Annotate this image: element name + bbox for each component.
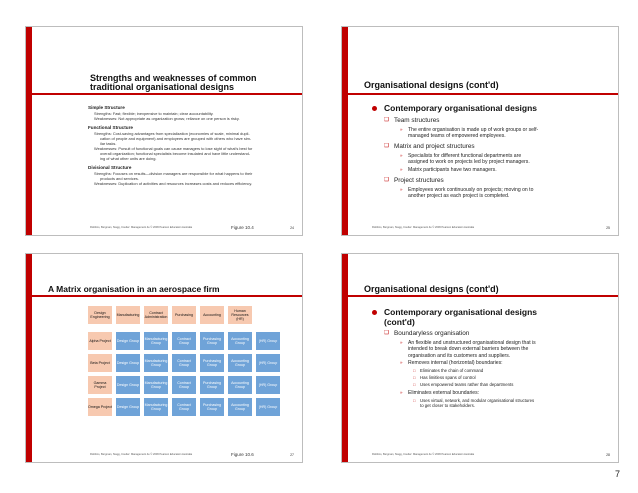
matrix-cell: Purchasing Group [200,376,224,394]
slide-accent-bar [26,27,32,235]
slide-org-designs-1 [341,26,619,236]
main-bullet: Contemporary organisational designs [384,307,538,317]
section-line: Strengths: Fast; flexible; inexpensive to maintain; clear accountability. [94,111,214,116]
matrix-cell: Purchasing Group [200,332,224,350]
section-line: Weaknesses: Pursuit of functional goals can cause managers to lose sight of what's best for [94,146,253,151]
slide-matrix-organisation [25,253,303,463]
slide-title-line2: traditional organisational designs [90,82,235,92]
title-rule [32,93,302,95]
section-heading: Simple Structure [88,105,125,110]
sub-bullet: ❑ Team structures [384,117,440,124]
matrix-cell: Design Group [116,332,140,350]
slide-title: A Matrix organisation in an aerospace firm [48,284,220,294]
section-line: Weaknesses: Duplication of activities and resources increases costs and reduces efficiency. [94,181,253,186]
slide-page-number: 28 [606,453,610,457]
slide-footer: Robbins, Bergman, Stagg, Coulter: Management 4e © 2006 Pearson Education Australia [372,226,475,229]
section-line: cation of people and equipment) and employees are grouped with others who have sim- [100,136,252,141]
matrix-cell: Accounting Group [228,354,252,372]
sub-bullet: ❑ Matrix and project structures [384,143,475,150]
matrix-diagram [26,254,302,462]
sub-sub-bullet: » Matrix participants have two managers. [400,167,497,173]
matrix-project: Beta Project [88,354,112,372]
sub-sub-bullet: » Removes internal (horizontal) boundaries: [400,360,503,366]
matrix-cell: Contract Group [172,398,196,416]
section-line: ilar tasks. [100,141,117,146]
matrix-project: Omega Project [88,398,112,416]
section-heading: Divisional Structure [88,165,132,170]
figure-number: Figure 10.4 [231,225,254,230]
matrix-cell: Contract Group [172,354,196,372]
matrix-cell: Manufacturing Group [144,376,168,394]
comparison-figure [88,101,293,223]
matrix-cell: Manufacturing Group [144,332,168,350]
slide-title: Organisational designs (cont'd) [364,80,499,90]
matrix-cell: Purchasing Group [200,398,224,416]
sub-sub-bullet: » Specialists for different functional departments are assigned to work on projects led by project managers. [400,153,530,166]
main-bullet-cont: (cont'd) [384,317,415,327]
section-line: products and services. [100,176,139,181]
slide-accent-bar [342,27,348,235]
matrix-header: Manufacturing [116,306,140,324]
title-rule [348,93,618,95]
matrix-cell: Contract Group [172,332,196,350]
section-line: ing of what other units are doing. [100,156,157,161]
matrix-header: Purchasing [172,306,196,324]
slide-footer: Robbins, Bergman, Stagg, Coulter: Management 4e © 2006 Pearson Education Australia [90,226,193,229]
slide-page-number: 25 [606,226,610,230]
matrix-header: Design Engineering [88,306,112,324]
matrix-header: Contract Administration [144,306,168,324]
sub-sub-bullet: » Eliminates external boundaries: [400,390,480,396]
section-line: overall organization; functional specialists become insulated and have little understand- [100,151,251,156]
bullet-dot [372,310,377,315]
level4-bullet: □ Uses empowered teams rather than departments [413,382,514,387]
matrix-cell: (HR) Group [256,376,280,394]
main-bullet: Contemporary organisational designs [384,103,538,113]
matrix-cell: Accounting Group [228,332,252,350]
level4-bullet: □ Uses virtual, network, and modular organisational structures to get closer to stakeholders. [413,398,535,409]
matrix-cell: (HR) Group [256,332,280,350]
slide-footer: Robbins, Bergman, Stagg, Coulter: Management 4e © 2006 Pearson Education Australia [372,453,475,456]
section-line: Strengths: Focuses on results—division managers are responsible for what happens to their [94,171,253,176]
matrix-cell: Purchasing Group [200,354,224,372]
matrix-cell: (HR) Group [256,398,280,416]
matrix-cell: Design Group [116,398,140,416]
slide-accent-bar [342,254,348,462]
figure-number: Figure 10.6 [231,452,254,457]
slide-page-number: 24 [290,226,294,230]
matrix-cell: Design Group [116,354,140,372]
section-heading: Functional Structure [88,125,133,130]
level4-bullet: □ Eliminates the chain of command [413,368,484,373]
matrix-header: Accounting [200,306,224,324]
matrix-cell: Manufacturing Group [144,398,168,416]
slide-footer: Robbins, Bergman, Stagg, Coulter: Management 4e © 2006 Pearson Education Australia [90,453,193,456]
matrix-cell: Contract Group [172,376,196,394]
section-line: Strengths: Cost-saving advantages from specialization (economies of scale, minimal dupli- [94,131,250,136]
sub-bullet: ❑ Project structures [384,177,444,184]
slide-title: Organisational designs (cont'd) [364,284,499,294]
matrix-cell: Design Group [116,376,140,394]
slide-title-line1: Strengths and weaknesses of common [90,73,257,83]
section-line: Weaknesses: Not appropriate as organization grows; reliance on one person is risky. [94,116,240,121]
matrix-project: Gamma Project [88,376,112,394]
sub-sub-bullet: » The entire organisation is made up of work groups or self- managed teams of empowered employees. [400,127,539,140]
sub-bullet: ❑ Boundaryless organisation [384,330,470,337]
level4-bullet: □ Has limitless spans of control [413,375,476,380]
matrix-cell: Manufacturing Group [144,354,168,372]
matrix-cell: (HR) Group [256,354,280,372]
bullet-dot [372,106,377,111]
matrix-header: Human Resources (HR) [228,306,252,324]
sub-sub-bullet: » An flexible and unstructured organisational design that is intended to break down external barriers between the organisation and its customers and suppliers. [400,340,536,359]
sub-sub-bullet: » Employees work continuously on projects; moving on to another project as each project is completed. [400,187,534,200]
matrix-cell: Accounting Group [228,398,252,416]
slide-strengths-weaknesses [25,26,303,236]
matrix-project: Alpha Project [88,332,112,350]
slide-org-designs-2 [341,253,619,463]
document-page-number: 7 [614,469,620,479]
slide-page-number: 27 [290,453,294,457]
title-rule [348,295,618,297]
matrix-cell: Accounting Group [228,376,252,394]
